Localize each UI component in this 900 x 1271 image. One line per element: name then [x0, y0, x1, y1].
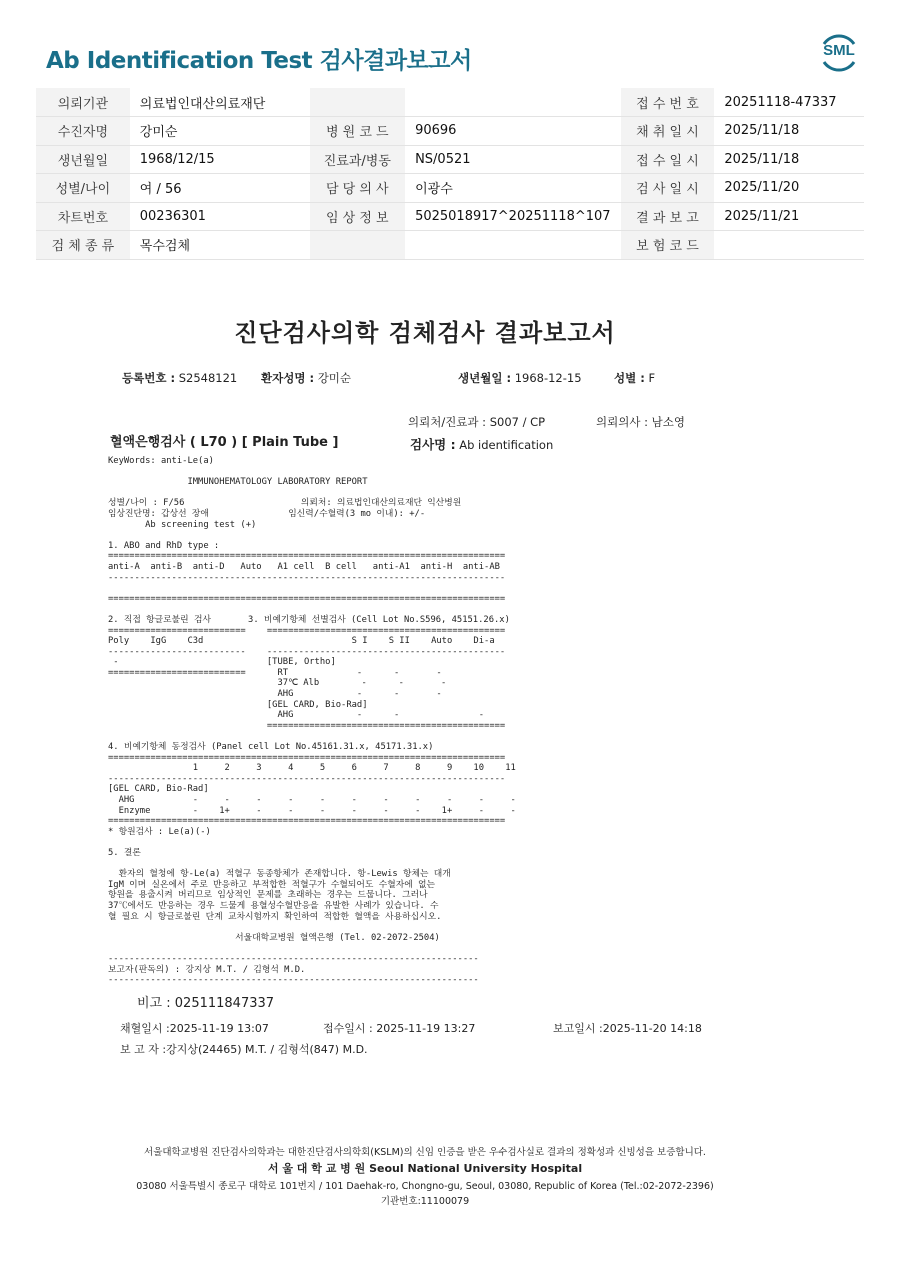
info-value: 2025/11/18 — [714, 145, 864, 174]
info-value: 여 / 56 — [130, 174, 310, 203]
document-title: Ab Identification Test 검사결과보고서 — [46, 48, 472, 74]
info-label: 의뢰기관 — [36, 88, 130, 117]
ordering-doctor: 의뢰의사 : 남소영 — [596, 415, 685, 429]
info-value: 2025/11/21 — [714, 202, 864, 231]
test-group: 혈액은행검사 ( L70 ) [ Plain Tube ] — [110, 435, 339, 450]
info-label — [310, 231, 406, 260]
info-value: 목수검체 — [130, 231, 310, 260]
info-row — [36, 202, 864, 231]
info-label: 담 당 의 사 — [310, 174, 406, 203]
info-row — [36, 117, 864, 146]
remark: 비고 : 025111847337 — [137, 996, 275, 1011]
logo-text: SML — [823, 42, 855, 59]
info-label: 보 험 코 드 — [621, 231, 715, 260]
received-time: 접수일시 : 2025-11-19 13:27 — [323, 1022, 476, 1035]
info-label: 임 상 정 보 — [310, 202, 406, 231]
info-value: 의료법인대산의료재단 — [130, 88, 310, 117]
reported-time: 보고일시 :2025-11-20 14:18 — [553, 1022, 702, 1035]
hospital-address: 03080 서울특별시 종로구 대학로 101번지 / 101 Daehak-ro, Chongno-gu, Seoul, 03080, Republic of Korea (Tel.:02-2072-2396) — [136, 1181, 714, 1192]
info-value: 이광수 — [405, 174, 620, 203]
info-value: 강미순 — [130, 117, 310, 146]
info-value: 5025018917^20251118^107 — [405, 202, 620, 231]
info-value: NS/0521 — [405, 145, 620, 174]
sml-logo — [816, 30, 862, 76]
test-name: 검사명 : Ab identification — [410, 437, 554, 452]
info-label: 접 수 번 호 — [621, 88, 715, 117]
info-row — [36, 88, 864, 117]
info-label: 성별/나이 — [36, 174, 130, 203]
info-label: 채 취 일 시 — [621, 117, 715, 146]
info-value — [405, 88, 620, 117]
info-label: 접 수 일 시 — [621, 145, 715, 174]
info-label: 검 체 종 류 — [36, 231, 130, 260]
info-value: 00236301 — [130, 202, 310, 231]
info-label: 검 사 일 시 — [621, 174, 715, 203]
info-row — [36, 231, 864, 260]
info-value: 20251118-47337 — [714, 88, 864, 117]
birth-date: 생년월일 : 1968-12-15 — [458, 371, 582, 385]
lab-report-body: KeyWords: anti-Le(a) IMMUNOHEMATOLOGY LABORATORY REPORT 성별/나이 : F/56 의뢰처: 의료법인대산의료재단 익산병원 임상진단명: 갑상선 장애 임신력/수혈력(3 mo 이내): +/- Ab screening test (+) 1. ABO and RhD type : =========================================================================== anti-A anti-B anti-D Auto A1 cell B cell anti-A1 anti-H anti-AB --------------------------------------------------------------------------- =========================================================================== 2. 직접 항글로불린 검사 3. 비예기항체 선별검사 (Cell Lot No.S596, 45151.26.x) ========================== ============================================= Poly IgG C3d S I S II Auto Di-a -------------------------- --------------------------------------------- - [TUBE, Ortho] ========================== RT - - - 37℃ Alb - - - AHG - - - [GEL CARD, Bio-Rad] AHG - - - ============================================= 4. 비예기항체 동정검사 (Panel cell Lot No.45161.31.x, 45171.31.x) =========================================================================== 1 2 3 4 5 6 7 8 9 10 11 --------------------------------------------------------------------------- [GEL CARD, Bio-Rad] AHG - - - - - - - - - - - Enzyme - 1+ - - - - - - 1+ - - =========================================================================== * 항원검사 : Le(a)(-) 5. 결론 환자의 혈청에 항-Le(a) 적혈구 동종항체가 존재합니다. 항-Lewis 항체는 대개 IgM 이며 실온에서 주로 반응하고 부적합한 적혈구가 수혈되어도 수혈자에 없는 항원을 용출시켜 버리므로 임상적인 문제를 초래하는 경우는 드뭅니다. 그러나 37℃에서도 반응하는 경우 드물게 용혈성수혈반응을 유발한 사례가 있습니다. 수 혈 필요 시 항글로불린 단계 교차시험까지 확인하여 적합한 혈액을 사용하십시오. 서울대학교병원 혈액은행 (Tel. 02-2072-2504) ---------------------------------------------------------------------- 보고자(판독의) : 강지상 M.T. / 김형석 M.D. ---------------------------------------------------------------------- — [108, 456, 516, 986]
info-label: 결 과 보 고 — [621, 202, 715, 231]
info-label: 생년월일 — [36, 145, 130, 174]
info-value: 2025/11/20 — [714, 174, 864, 203]
info-value — [714, 231, 864, 260]
institution-number: 기관번호:11100079 — [380, 1196, 470, 1207]
info-label: 병 원 코 드 — [310, 117, 406, 146]
info-label: 수진자명 — [36, 117, 130, 146]
info-label — [310, 88, 406, 117]
registration-number: 등록번호 : S2548121 — [122, 371, 238, 385]
info-value: 1968/12/15 — [130, 145, 310, 174]
info-row — [36, 145, 864, 174]
hospital-name: 서 울 대 학 교 병 원 Seoul National University Hospital — [267, 1162, 583, 1175]
sex: 성별 : F — [614, 371, 656, 385]
patient-info-table — [36, 88, 864, 260]
info-label: 진료과/병동 — [310, 145, 406, 174]
reporter: 보 고 자 :강지상(24465) M.T. / 김형석(847) M.D. — [120, 1043, 368, 1056]
collected-time: 채혈일시 :2025-11-19 13:07 — [120, 1022, 269, 1035]
info-value: 2025/11/18 — [714, 117, 864, 146]
info-value — [405, 231, 620, 260]
patient-name: 환자성명 : 강미순 — [261, 371, 352, 385]
info-row — [36, 174, 864, 203]
certification-note: 서울대학교병원 진단검사의학과는 대한진단검사의학회(KSLM)의 신임 인증을 받은 우수검사실로 결과의 정확성과 신빙성을 보증합니다. — [144, 1147, 706, 1158]
department: 의뢰처/진료과 : S007 / CP — [408, 415, 546, 429]
info-label: 차트번호 — [36, 202, 130, 231]
report-title: 진단검사의학 검체검사 결과보고서 — [234, 319, 616, 347]
info-value: 90696 — [405, 117, 620, 146]
